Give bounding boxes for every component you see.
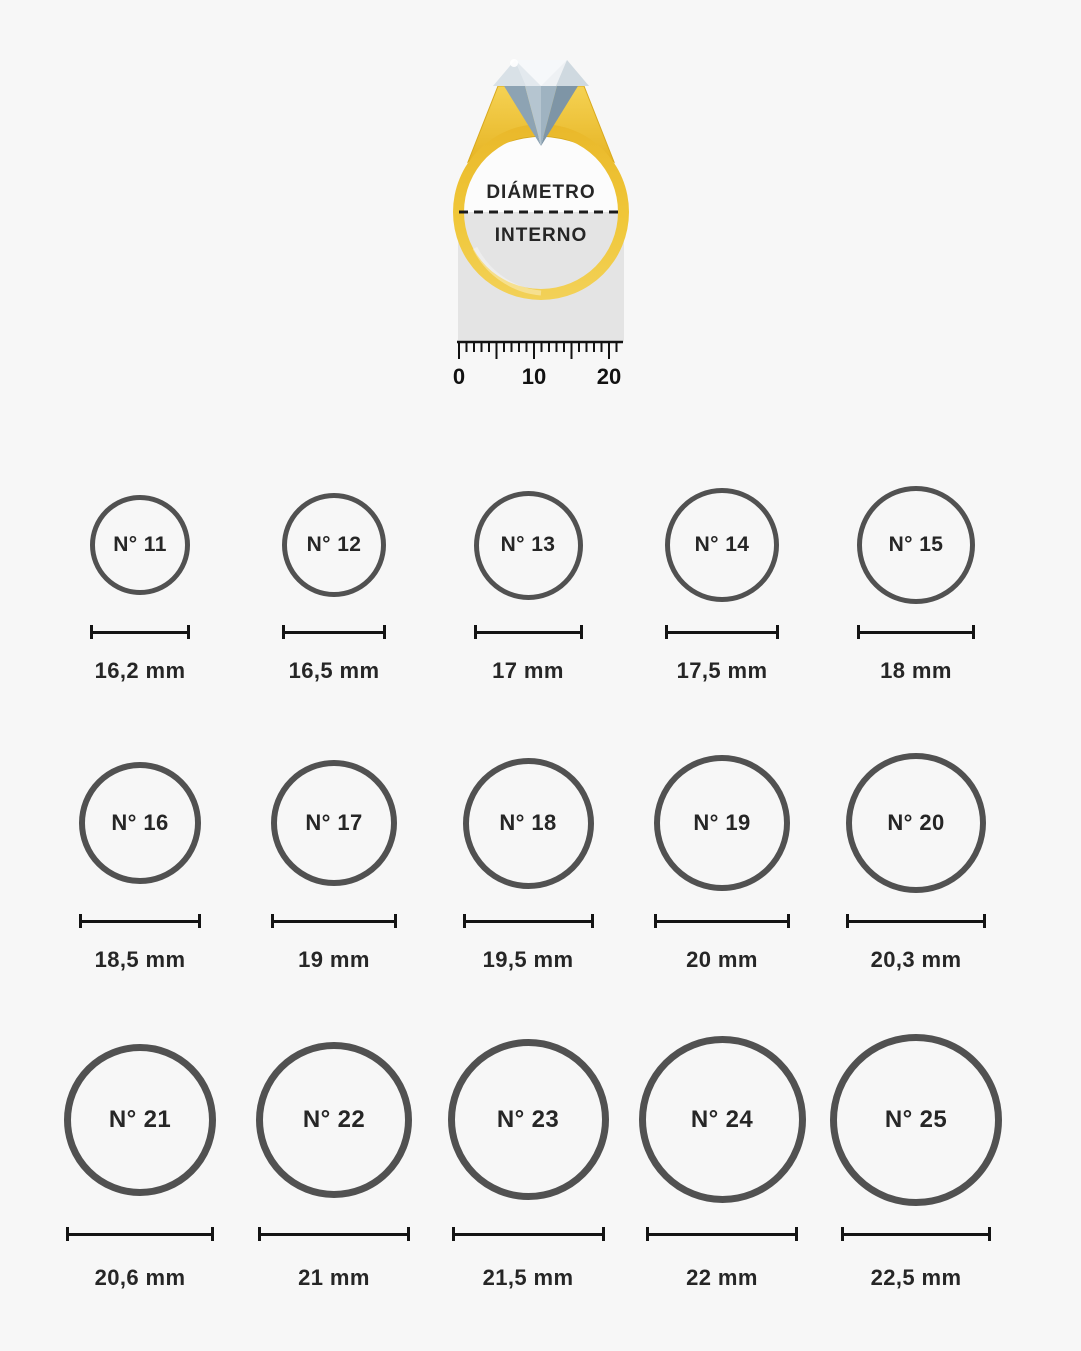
size-number: N° 14 [694,533,750,556]
diameter-value: 22 mm [686,1265,758,1290]
size-item-n21 [43,1032,237,1291]
diameter-value: 20 mm [686,947,758,972]
diameter-line [282,625,386,639]
diameter-line [841,1227,991,1241]
size-item-n25 [819,1032,1013,1291]
ring-circle [639,1036,806,1203]
diameter-line [846,914,986,928]
size-number: N° 17 [305,810,363,835]
diameter-value: 16,2 mm [94,658,186,683]
diameter-line [271,914,397,928]
ring-circle [256,1042,412,1198]
ring-circle [448,1039,609,1200]
ruler-label-0: 0 [452,364,465,389]
size-number: N° 15 [888,533,944,556]
diameter-value: 21 mm [298,1265,370,1290]
size-number: N° 21 [108,1105,172,1133]
diameter-value: 18 mm [880,658,952,683]
diameter-line [665,625,779,639]
size-item-n20 [819,752,1013,973]
diameter-line [646,1227,798,1241]
ring-circle [271,760,397,886]
diameter-line [463,914,594,928]
size-item-n18 [431,752,625,973]
size-item-n16 [43,752,237,973]
size-item-n23 [431,1032,625,1291]
ring-diagram-svg [430,50,652,390]
diameter-line [66,1227,214,1241]
size-row-2 [43,752,1013,973]
diameter-value: 18,5 mm [94,947,186,972]
diameter-line [857,625,975,639]
size-number: N° 12 [306,533,362,556]
ruler-label-20: 20 [596,364,621,389]
ring-circle [665,488,779,602]
ring-circle [654,755,790,891]
size-number: N° 20 [887,810,945,835]
size-item-n14 [625,485,819,684]
diameter-value: 19 mm [298,947,370,972]
ring-circle [64,1044,216,1196]
ring-circle [830,1034,1002,1206]
diameter-value: 17,5 mm [676,658,768,683]
size-number: N° 24 [690,1105,754,1133]
size-number: N° 19 [693,810,751,835]
size-item-n11 [43,485,237,684]
diameter-value: 20,6 mm [94,1265,186,1290]
size-number: N° 25 [884,1105,948,1133]
diameter-line [258,1227,410,1241]
ruler [452,342,622,389]
ring-circle [282,493,386,597]
diameter-value: 19,5 mm [482,947,574,972]
size-number: N° 11 [113,533,167,556]
size-row-3 [43,1032,1013,1291]
gold-ring-illustration [430,50,652,390]
size-item-n24 [625,1032,819,1291]
size-row-1 [43,485,1013,684]
diameter-value: 22,5 mm [870,1265,962,1290]
size-number: N° 13 [500,533,556,556]
ring-circle [79,762,201,884]
diamond-icon [493,59,589,86]
ruler-ticks [459,342,617,359]
size-number: N° 16 [111,810,169,835]
size-item-n13 [431,485,625,684]
size-item-n22 [237,1032,431,1291]
size-item-n12 [237,485,431,684]
diameter-line [90,625,190,639]
size-item-n17 [237,752,431,973]
diameter-value: 20,3 mm [870,947,962,972]
diameter-line [474,625,583,639]
ring-circle [474,491,583,600]
size-item-n19 [625,752,819,973]
ring-circle [846,753,986,893]
diameter-label-top: DIÁMETRO [485,182,596,203]
size-number: N° 23 [496,1105,560,1133]
diameter-value: 21,5 mm [482,1265,574,1290]
size-number: N° 18 [499,810,557,835]
ruler-label-10: 10 [521,364,546,389]
size-item-n15 [819,485,1013,684]
diameter-value: 16,5 mm [288,658,380,683]
size-number: N° 22 [302,1105,366,1133]
ring-circle [90,495,190,595]
diameter-value: 17 mm [492,658,564,683]
ring-circle [857,486,975,604]
diameter-line [654,914,790,928]
ring-circle [463,758,594,889]
diameter-line [452,1227,605,1241]
diameter-label-bottom: INTERNO [494,225,587,246]
diameter-line [79,914,201,928]
